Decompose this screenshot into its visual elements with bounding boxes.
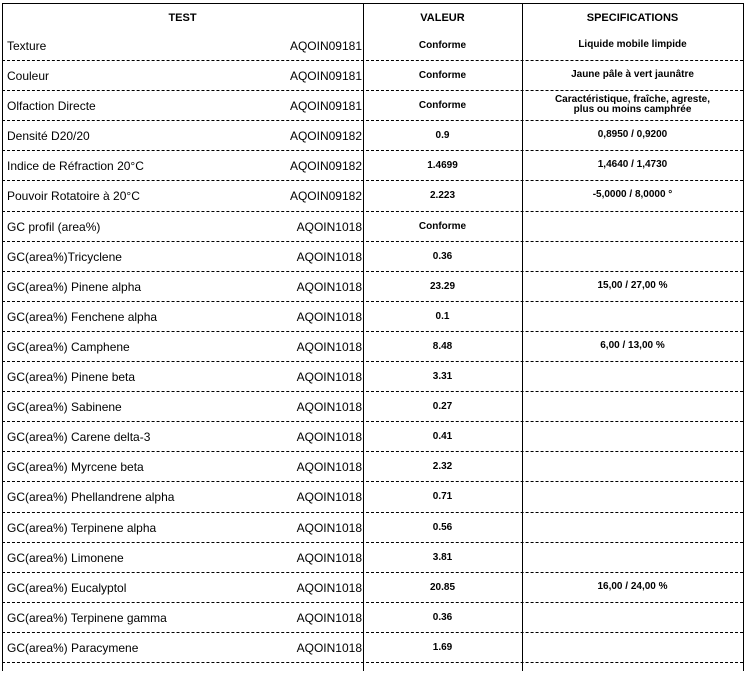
specification-line: 6,00 / 13,00 % <box>600 339 665 351</box>
result-value: 3.81 <box>432 551 453 563</box>
method-code: AQOIN1018 <box>296 279 362 294</box>
result-value: 2.223 <box>429 190 456 202</box>
test-name: GC(area%)Tricyclene <box>7 249 122 264</box>
method-code: AQOIN1018 <box>296 219 362 234</box>
specification-line: 0,8950 / 0,9200 <box>597 129 668 141</box>
result-value: 2.32 <box>432 461 453 473</box>
method-code: AQOIN1018 <box>296 580 362 595</box>
test-name: Indice de Réfraction 20°C <box>7 159 144 174</box>
method-code: AQOIN1018 <box>296 430 362 445</box>
table-header <box>0 4 747 32</box>
table-row <box>0 482 747 512</box>
test-name: GC(area%) Limonene <box>7 550 124 565</box>
test-name: Densité D20/20 <box>7 129 90 144</box>
table-row <box>0 91 747 121</box>
result-value: 0.1 <box>435 310 450 322</box>
test-name: Couleur <box>7 69 50 84</box>
test-name: GC(area%) Carene delta-3 <box>7 430 151 445</box>
result-value: Conforme <box>418 100 467 112</box>
table-body <box>0 31 747 663</box>
table-row <box>0 212 747 242</box>
result-value: 20.85 <box>429 581 456 593</box>
table-row <box>0 573 747 603</box>
test-name: GC(area%) Terpinene gamma <box>7 610 167 625</box>
table-row <box>0 61 747 91</box>
table-row <box>0 362 747 392</box>
result-value: 8.48 <box>432 340 453 352</box>
specification-line: Jaune pâle à vert jaunâtre <box>571 69 694 81</box>
test-name: GC(area%) Pinene alpha <box>7 279 142 294</box>
specification-line: 15,00 / 27,00 % <box>597 279 668 291</box>
method-code: AQOIN09182 <box>289 129 362 144</box>
specification <box>522 160 743 170</box>
method-code: AQOIN1018 <box>296 520 362 535</box>
table-row <box>0 151 747 181</box>
method-code: AQOIN1018 <box>296 249 362 264</box>
method-code: AQOIN1018 <box>296 460 362 475</box>
header-test: TEST <box>168 12 197 24</box>
method-code: AQOIN1018 <box>296 309 362 324</box>
test-name: GC(area%) Sabinene <box>7 400 122 415</box>
test-name: GC(area%) Terpinene alpha <box>7 520 157 535</box>
result-value: 0.41 <box>432 431 453 443</box>
table-row <box>0 302 747 332</box>
result-value: 1.69 <box>432 641 453 653</box>
specification-line: Liquide mobile limpide <box>578 39 687 50</box>
result-value: 23.29 <box>429 280 456 292</box>
table-row <box>0 422 747 452</box>
test-name: GC(area%) Paracymene <box>7 640 139 655</box>
result-value: 0.9 <box>435 130 450 142</box>
result-value: 0.27 <box>432 401 453 413</box>
result-value: Conforme <box>418 40 467 51</box>
test-name: GC(area%) Camphene <box>7 339 130 354</box>
row-separator <box>2 662 743 663</box>
specification <box>522 95 743 115</box>
specification <box>522 341 743 351</box>
table-row <box>0 513 747 543</box>
result-value: 0.56 <box>432 521 453 533</box>
method-code: AQOIN1018 <box>296 370 362 385</box>
result-value: 0.71 <box>432 491 453 503</box>
method-code: AQOIN09181 <box>289 69 362 84</box>
result-value: 3.31 <box>432 371 453 383</box>
method-code: AQOIN1018 <box>296 610 362 625</box>
result-value: Conforme <box>418 220 467 232</box>
test-name: GC(area%) Fenchene alpha <box>7 309 158 324</box>
test-name: GC(area%) Myrcene beta <box>7 460 144 475</box>
result-value: 0.36 <box>432 250 453 262</box>
method-code: AQOIN09181 <box>289 39 362 53</box>
test-name: GC profil (area%) <box>7 219 101 234</box>
test-name: GC(area%) Phellandrene alpha <box>7 490 175 505</box>
method-code: AQOIN09182 <box>289 159 362 174</box>
method-code: AQOIN09182 <box>289 189 362 204</box>
method-code: AQOIN1018 <box>296 400 362 415</box>
specification <box>522 582 743 592</box>
specification-line: -5,0000 / 8,0000 ° <box>592 189 673 201</box>
test-name: GC(area%) Pinene beta <box>7 370 136 385</box>
table-row <box>0 603 747 633</box>
result-value: Conforme <box>418 70 467 82</box>
test-name: Texture <box>7 39 47 53</box>
table-row <box>0 181 747 211</box>
result-value: 0.36 <box>432 611 453 623</box>
table-row <box>0 31 747 61</box>
method-code: AQOIN1018 <box>296 640 362 655</box>
specification <box>522 70 743 80</box>
table-row <box>0 242 747 272</box>
table-row <box>0 633 747 663</box>
table-row <box>0 452 747 482</box>
specification <box>522 40 743 50</box>
specification-line: 16,00 / 24,00 % <box>597 580 668 592</box>
specification <box>522 130 743 140</box>
method-code: AQOIN1018 <box>296 550 362 565</box>
header-specifications: SPECIFICATIONS <box>586 12 679 24</box>
result-value: 1.4699 <box>427 160 458 172</box>
specification-line: 1,4640 / 1,4730 <box>597 159 668 171</box>
specification <box>522 281 743 291</box>
method-code: AQOIN1018 <box>296 339 362 354</box>
table-row <box>0 121 747 151</box>
test-name: GC(area%) Eucalyptol <box>7 580 127 595</box>
specification <box>522 190 743 200</box>
table-row <box>0 332 747 362</box>
specification-line-2: plus ou moins camphrée <box>573 104 692 116</box>
table-row <box>0 392 747 422</box>
table-row <box>0 543 747 573</box>
specification-line: Caractéristique, fraîche, agreste, <box>554 94 711 106</box>
table-row <box>0 272 747 302</box>
test-name: Pouvoir Rotatoire à 20°C <box>7 189 140 204</box>
header-valeur: VALEUR <box>420 12 465 24</box>
method-code: AQOIN09181 <box>289 99 362 114</box>
test-name: Olfaction Directe <box>7 99 96 114</box>
method-code: AQOIN1018 <box>296 490 362 505</box>
